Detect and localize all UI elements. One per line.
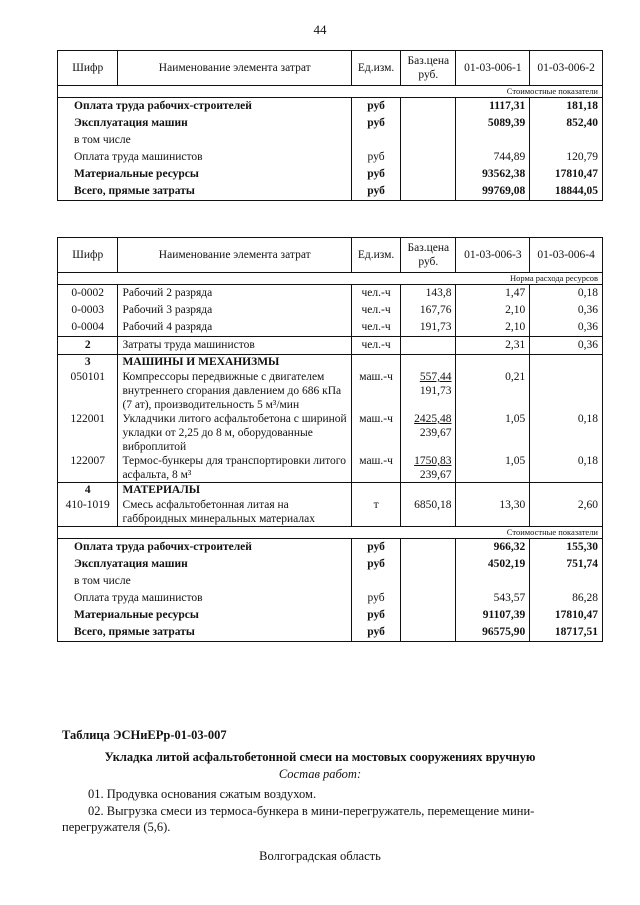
summary-unit: руб [352,98,401,116]
resource-value-b [530,370,603,412]
summary-row [58,149,603,166]
summary-value-a [456,573,530,590]
resource-code: 0-0004 [58,319,118,337]
resource-value-a: 1,05 [456,454,530,483]
summary-unit [352,132,401,149]
cost-table-2 [57,237,603,642]
resource-value-a: 2,10 [456,302,530,319]
summary-row [58,183,603,201]
summary-value-a: 5089,39 [456,115,530,132]
resource-unit: чел.-ч [352,285,401,303]
table-subtitle: Укладка литой асфальтобетонной смеси на мостовых сооружениях вручную [104,750,536,764]
resource-price: 2425,48 239,67 [401,412,456,454]
summary-value-b: 17810,47 [530,607,603,624]
summary-price [401,132,456,149]
resource-value-a: 2,31 [456,337,530,355]
summary-row [58,166,603,183]
summary-price [401,590,456,607]
resource-name: Рабочий 2 разряда [118,285,352,303]
summary-row [58,607,603,624]
resource-price: 167,76 [401,302,456,319]
summary-value-b [530,573,603,590]
cost-table-1 [57,50,603,201]
summary-value-a: 91107,39 [456,607,530,624]
summary-unit: руб [352,556,401,573]
summary-price [401,149,456,166]
summary-value-b: 181,18 [530,98,603,116]
summary-unit: руб [352,624,401,642]
summary-label: Эксплуатация машин [58,556,352,573]
header-col-a: 01-03-006-1 [456,51,530,86]
summary-value-a: 4502,19 [456,556,530,573]
summary-value-a: 96575,90 [456,624,530,642]
header-name: Наименование элемента затрат [118,238,352,273]
summary-price [401,98,456,116]
resource-code: 122007 [58,454,118,483]
resource-value-b: 0,36 [530,302,603,319]
resource-price: 191,73 [401,319,456,337]
summary-unit [352,573,401,590]
resource-value-b: 0,18 [530,412,603,454]
cost-indicators-note: Стоимостные показатели [58,527,603,539]
summary-value-b: 852,40 [530,115,603,132]
summary-price [401,624,456,642]
summary-unit: руб [352,539,401,557]
summary-value-b: 17810,47 [530,166,603,183]
header-unit: Ед.изм. [352,51,401,86]
summary-row [58,573,603,590]
cost-indicators-note: Стоимостные показатели [58,86,603,98]
resource-value-b: 2,60 [530,498,603,527]
summary-label: в том числе [58,132,352,149]
resource-name: Рабочий 4 разряда [118,319,352,337]
resource-name: Термос-бункеры для транспортировки литого асфальта, 8 м³ [118,454,352,483]
summary-row [58,98,603,116]
summary-price [401,166,456,183]
summary-value-b: 86,28 [530,590,603,607]
resource-unit: чел.-ч [352,337,401,355]
resource-price: 557,44 191,73 [401,370,456,412]
summary-value-a: 543,57 [456,590,530,607]
summary-price [401,607,456,624]
summary-value-b [530,132,603,149]
summary-label: Оплата труда рабочих-строителей [58,98,352,116]
resource-name: Рабочий 3 разряда [118,302,352,319]
summary-value-b: 155,30 [530,539,603,557]
resource-unit: маш.-ч [352,454,401,483]
header-col-a: 01-03-006-3 [456,238,530,273]
page-number: 44 [313,22,327,37]
summary-label: в том числе [58,573,352,590]
resource-price: 143,8 [401,285,456,303]
resource-value-b: 0,18 [530,285,603,303]
summary-value-a: 744,89 [456,149,530,166]
header-col-b: 01-03-006-4 [530,238,603,273]
section-code: 2 [58,337,118,355]
summary-label: Эксплуатация машин [58,115,352,132]
summary-unit: руб [352,607,401,624]
summary-label: Оплата труда рабочих-строителей [58,539,352,557]
summary-label: Оплата труда машинистов [58,149,352,166]
resource-unit: чел.-ч [352,319,401,337]
work-item: 02. Выгрузка смеси из термоса-бункера в мини-перегружатель, перемещение мини- [88,804,535,818]
summary-label: Всего, прямые затраты [58,624,352,642]
resource-price: 6850,18 [401,498,456,527]
resource-unit: т [352,498,401,527]
resource-value-a: 1,05 [456,412,530,454]
resource-name: Затраты труда машинистов [118,337,352,355]
resource-value-a: 13,30 [456,498,530,527]
summary-unit: руб [352,166,401,183]
work-item-continuation: перегружателя (5,6). [62,820,171,834]
section-title: МАШИНЫ И МЕХАНИЗМЫ [118,355,352,371]
summary-label: Материальные ресурсы [58,166,352,183]
resource-value-a: 2,10 [456,319,530,337]
summary-row [58,624,603,642]
summary-value-a: 93562,38 [456,166,530,183]
summary-value-b: 751,74 [530,556,603,573]
section-code: 3 [58,355,118,371]
summary-price [401,556,456,573]
header-unit: Ед.изм. [352,238,401,273]
summary-unit: руб [352,590,401,607]
resource-norm-note: Норма расхода ресурсов [58,273,603,285]
work-item: 01. Продувка основания сжатым воздухом. [88,787,317,801]
resource-value-b: 0,18 [530,454,603,483]
resource-code: 0-0003 [58,302,118,319]
table-title: Таблица ЭСНиЕРр-01-03-007 [62,728,227,742]
resource-name: Укладчики литого асфальтобетона с шириной укладки от 2,25 до 8 м, оборудованные виброплитой [118,412,352,454]
section-title: МАТЕРИАЛЫ [118,483,352,499]
header-base-price: Баз.цена руб. [401,238,456,273]
summary-value-b: 18844,05 [530,183,603,201]
resource-code: 410-1019 [58,498,118,527]
summary-label: Всего, прямые затраты [58,183,352,201]
summary-value-b: 18717,51 [530,624,603,642]
summary-value-a: 99769,08 [456,183,530,201]
resource-unit: маш.-ч [352,370,401,412]
summary-value-b: 120,79 [530,149,603,166]
summary-row [58,556,603,573]
summary-row [58,132,603,149]
summary-label: Материальные ресурсы [58,607,352,624]
summary-value-a [456,132,530,149]
summary-label: Оплата труда машинистов [58,590,352,607]
resource-price: 1750,83 239,67 [401,454,456,483]
summary-unit: руб [352,183,401,201]
summary-unit: руб [352,115,401,132]
resource-code: 050101 [58,370,118,412]
summary-row [58,539,603,557]
header-code: Шифр [58,238,118,273]
header-name: Наименование элемента затрат [118,51,352,86]
summary-price [401,573,456,590]
resource-unit: чел.-ч [352,302,401,319]
summary-row [58,590,603,607]
summary-value-a: 966,32 [456,539,530,557]
summary-price [401,115,456,132]
summary-price [401,539,456,557]
region-footer: Волгоградская область [259,849,381,863]
composition-label: Состав работ: [278,767,362,781]
header-col-b: 01-03-006-2 [530,51,603,86]
resource-code: 0-0002 [58,285,118,303]
header-code: Шифр [58,51,118,86]
resource-unit: маш.-ч [352,412,401,454]
resource-name: Компрессоры передвижные с двигателем внутреннего сгорания давлением до 686 кПа (7 ат), производительность 5 м³/мин [118,370,352,412]
header-base-price: Баз.цена руб. [401,51,456,86]
resource-value-a: 0,21 [456,370,530,412]
summary-value-a: 1117,31 [456,98,530,116]
summary-unit: руб [352,149,401,166]
resource-name: Смесь асфальтобетонная литая на габброидных минеральных материалах [118,498,352,527]
resource-code: 122001 [58,412,118,454]
resource-value-b: 0,36 [530,319,603,337]
summary-price [401,183,456,201]
section-code: 4 [58,483,118,499]
resource-value-a: 1,47 [456,285,530,303]
summary-row [58,115,603,132]
resource-value-b: 0,36 [530,337,603,355]
